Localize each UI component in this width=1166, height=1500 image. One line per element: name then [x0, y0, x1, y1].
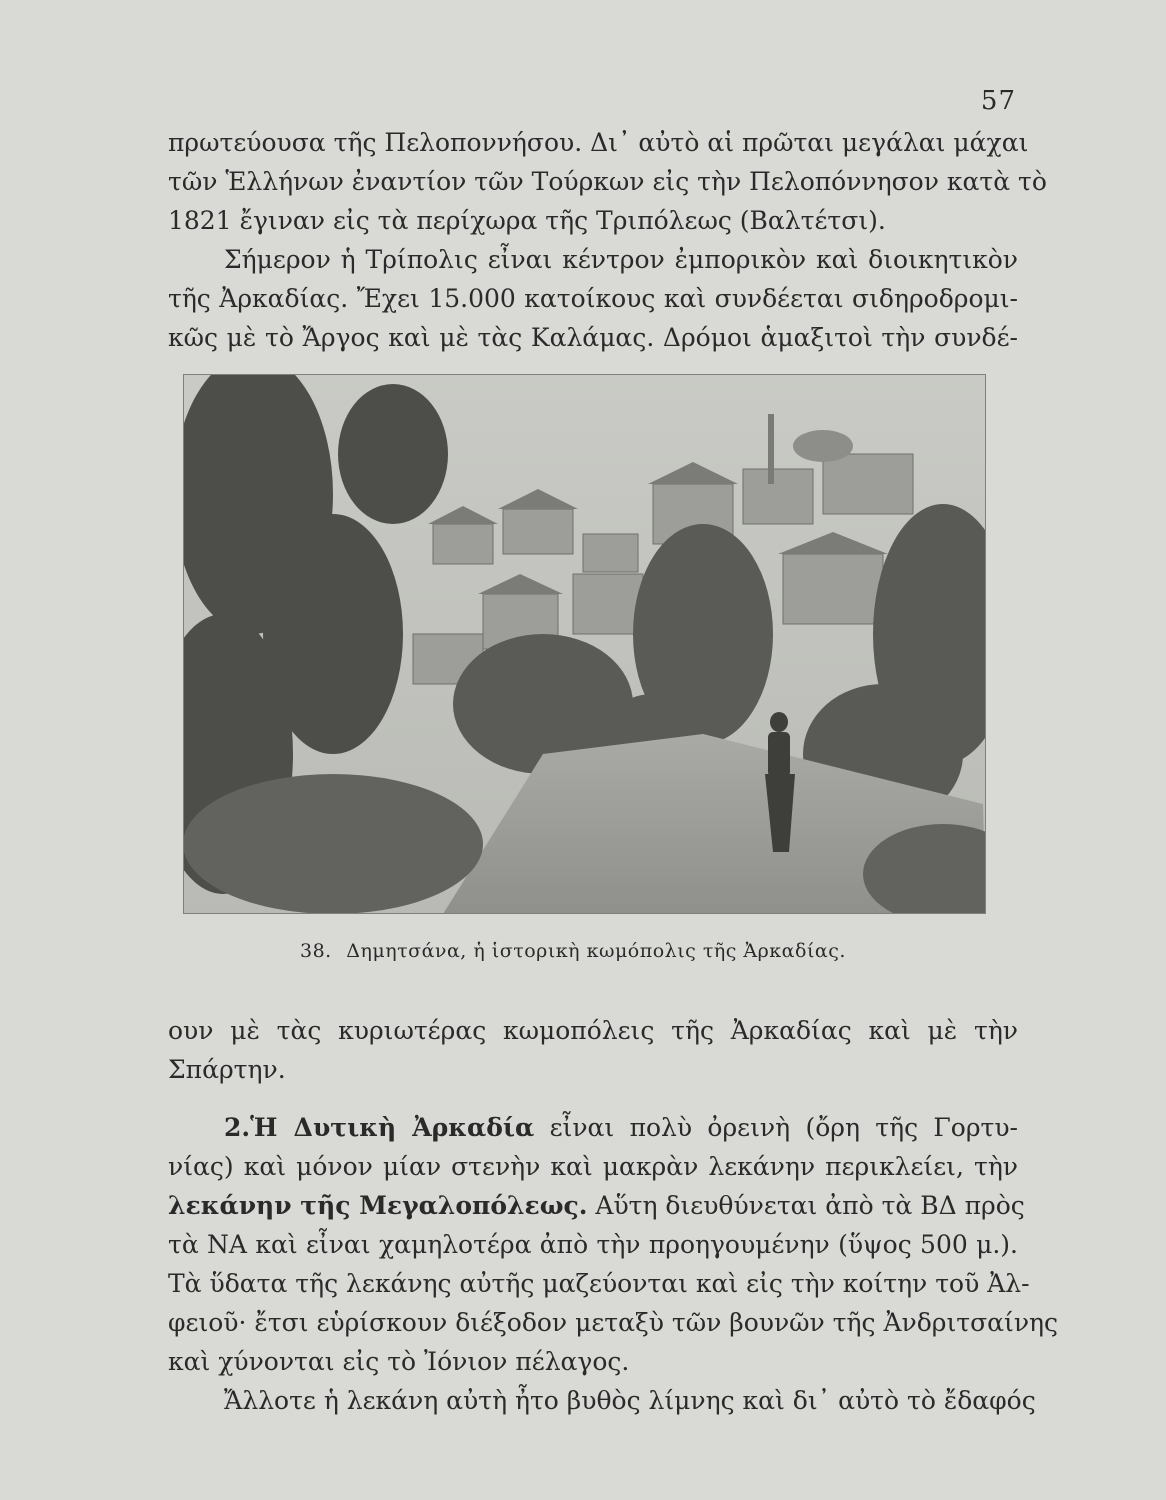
text-line: νίας) καὶ μόνον μίαν στενὴν καὶ μακρὰν λεκάνην περικλείει, τὴν [168, 1152, 1018, 1181]
text-line: φειοῦ· ἔτσι εὑρίσκουν διέξοδον μεταξὺ τῶν βουνῶν τῆς Ἀνδριτσαίνης [168, 1308, 1059, 1337]
paragraph-bottom [168, 1108, 1059, 1420]
text-line: Σήμερον ἡ Τρίπολις εἶναι κέντρον ἐμπορικὸν καὶ διοικητικὸν [224, 245, 1018, 274]
text-line: 1821 ἔγιναν εἰς τὰ περίχωρα τῆς Τριπόλεως (Βαλτέτσι). [168, 206, 886, 235]
text-line: Τὰ ὕδατα τῆς λεκάνης αὐτῆς μαζεύονται καὶ εἰς τὴν κοίτην τοῦ Ἀλ- [168, 1269, 1030, 1298]
text-line: τὰ ΝΑ καὶ εἶναι χαμηλοτέρα ἀπὸ τὴν προηγουμένην (ὕψος 500 μ.). [168, 1230, 1018, 1259]
figure-photo-dimitsana [183, 374, 986, 914]
page-number: 57 [980, 86, 1016, 116]
text-line-rest: Αὕτη διευθύνεται ἀπὸ τὰ ΒΔ πρὸς [595, 1191, 1025, 1220]
text-line: τῆς Ἀρκαδίας. Ἔχει 15.000 κατοίκους καὶ συνδέεται σιδηροδρομι- [168, 284, 1018, 313]
section-first-line [168, 1108, 1018, 1147]
text-line [168, 1186, 1025, 1225]
text-line-rest: εἶναι πολὺ ὀρεινὴ (ὄρη τῆς Γορτυ- [549, 1113, 1018, 1142]
paragraph-mid [168, 1011, 1018, 1089]
basin-name: λεκάνην τῆς Μεγαλοπόλεως. [168, 1191, 588, 1220]
text-line: πρωτεύουσα τῆς Πελοποννήσου. Δι᾽ αὐτὸ αἱ πρῶται μεγάλαι μάχαι [168, 128, 1029, 157]
text-line: τῶν Ἑλλήνων ἐναντίον τῶν Τούρκων εἰς τὴν Πελοπόννησον κατὰ τὸ [168, 167, 1047, 196]
paragraph-top [168, 123, 1047, 357]
text-line: Ἄλλοτε ἡ λεκάνη αὐτὴ ἦτο βυθὸς λίμνης καὶ δι᾽ αὐτὸ τὸ ἔδαφός [224, 1386, 1036, 1415]
text-line: κῶς μὲ τὸ Ἄργος καὶ μὲ τὰς Καλάμας. Δρόμοι ἁμαξιτοὶ τὴν συνδέ- [168, 323, 1018, 352]
text-line: ουν μὲ τὰς κυριωτέρας κωμοπόλεις τῆς Ἀρκαδίας καὶ μὲ τὴν [168, 1016, 1018, 1045]
section-heading: Ἡ Δυτικὴ Ἀρκαδία [250, 1113, 535, 1142]
section-number: 2. [224, 1113, 251, 1142]
figure-caption [300, 940, 900, 962]
figure-number: 38. [300, 940, 332, 962]
text-line: Σπάρτην. [168, 1055, 286, 1084]
figure-caption-text: Δημητσάνα, ἡ ἱστορικὴ κωμόπολις τῆς Ἀρκαδίας. [346, 940, 846, 962]
photo-illustration [183, 374, 986, 914]
text-line: καὶ χύνονται εἰς τὸ Ἰόνιον πέλαγος. [168, 1347, 630, 1376]
